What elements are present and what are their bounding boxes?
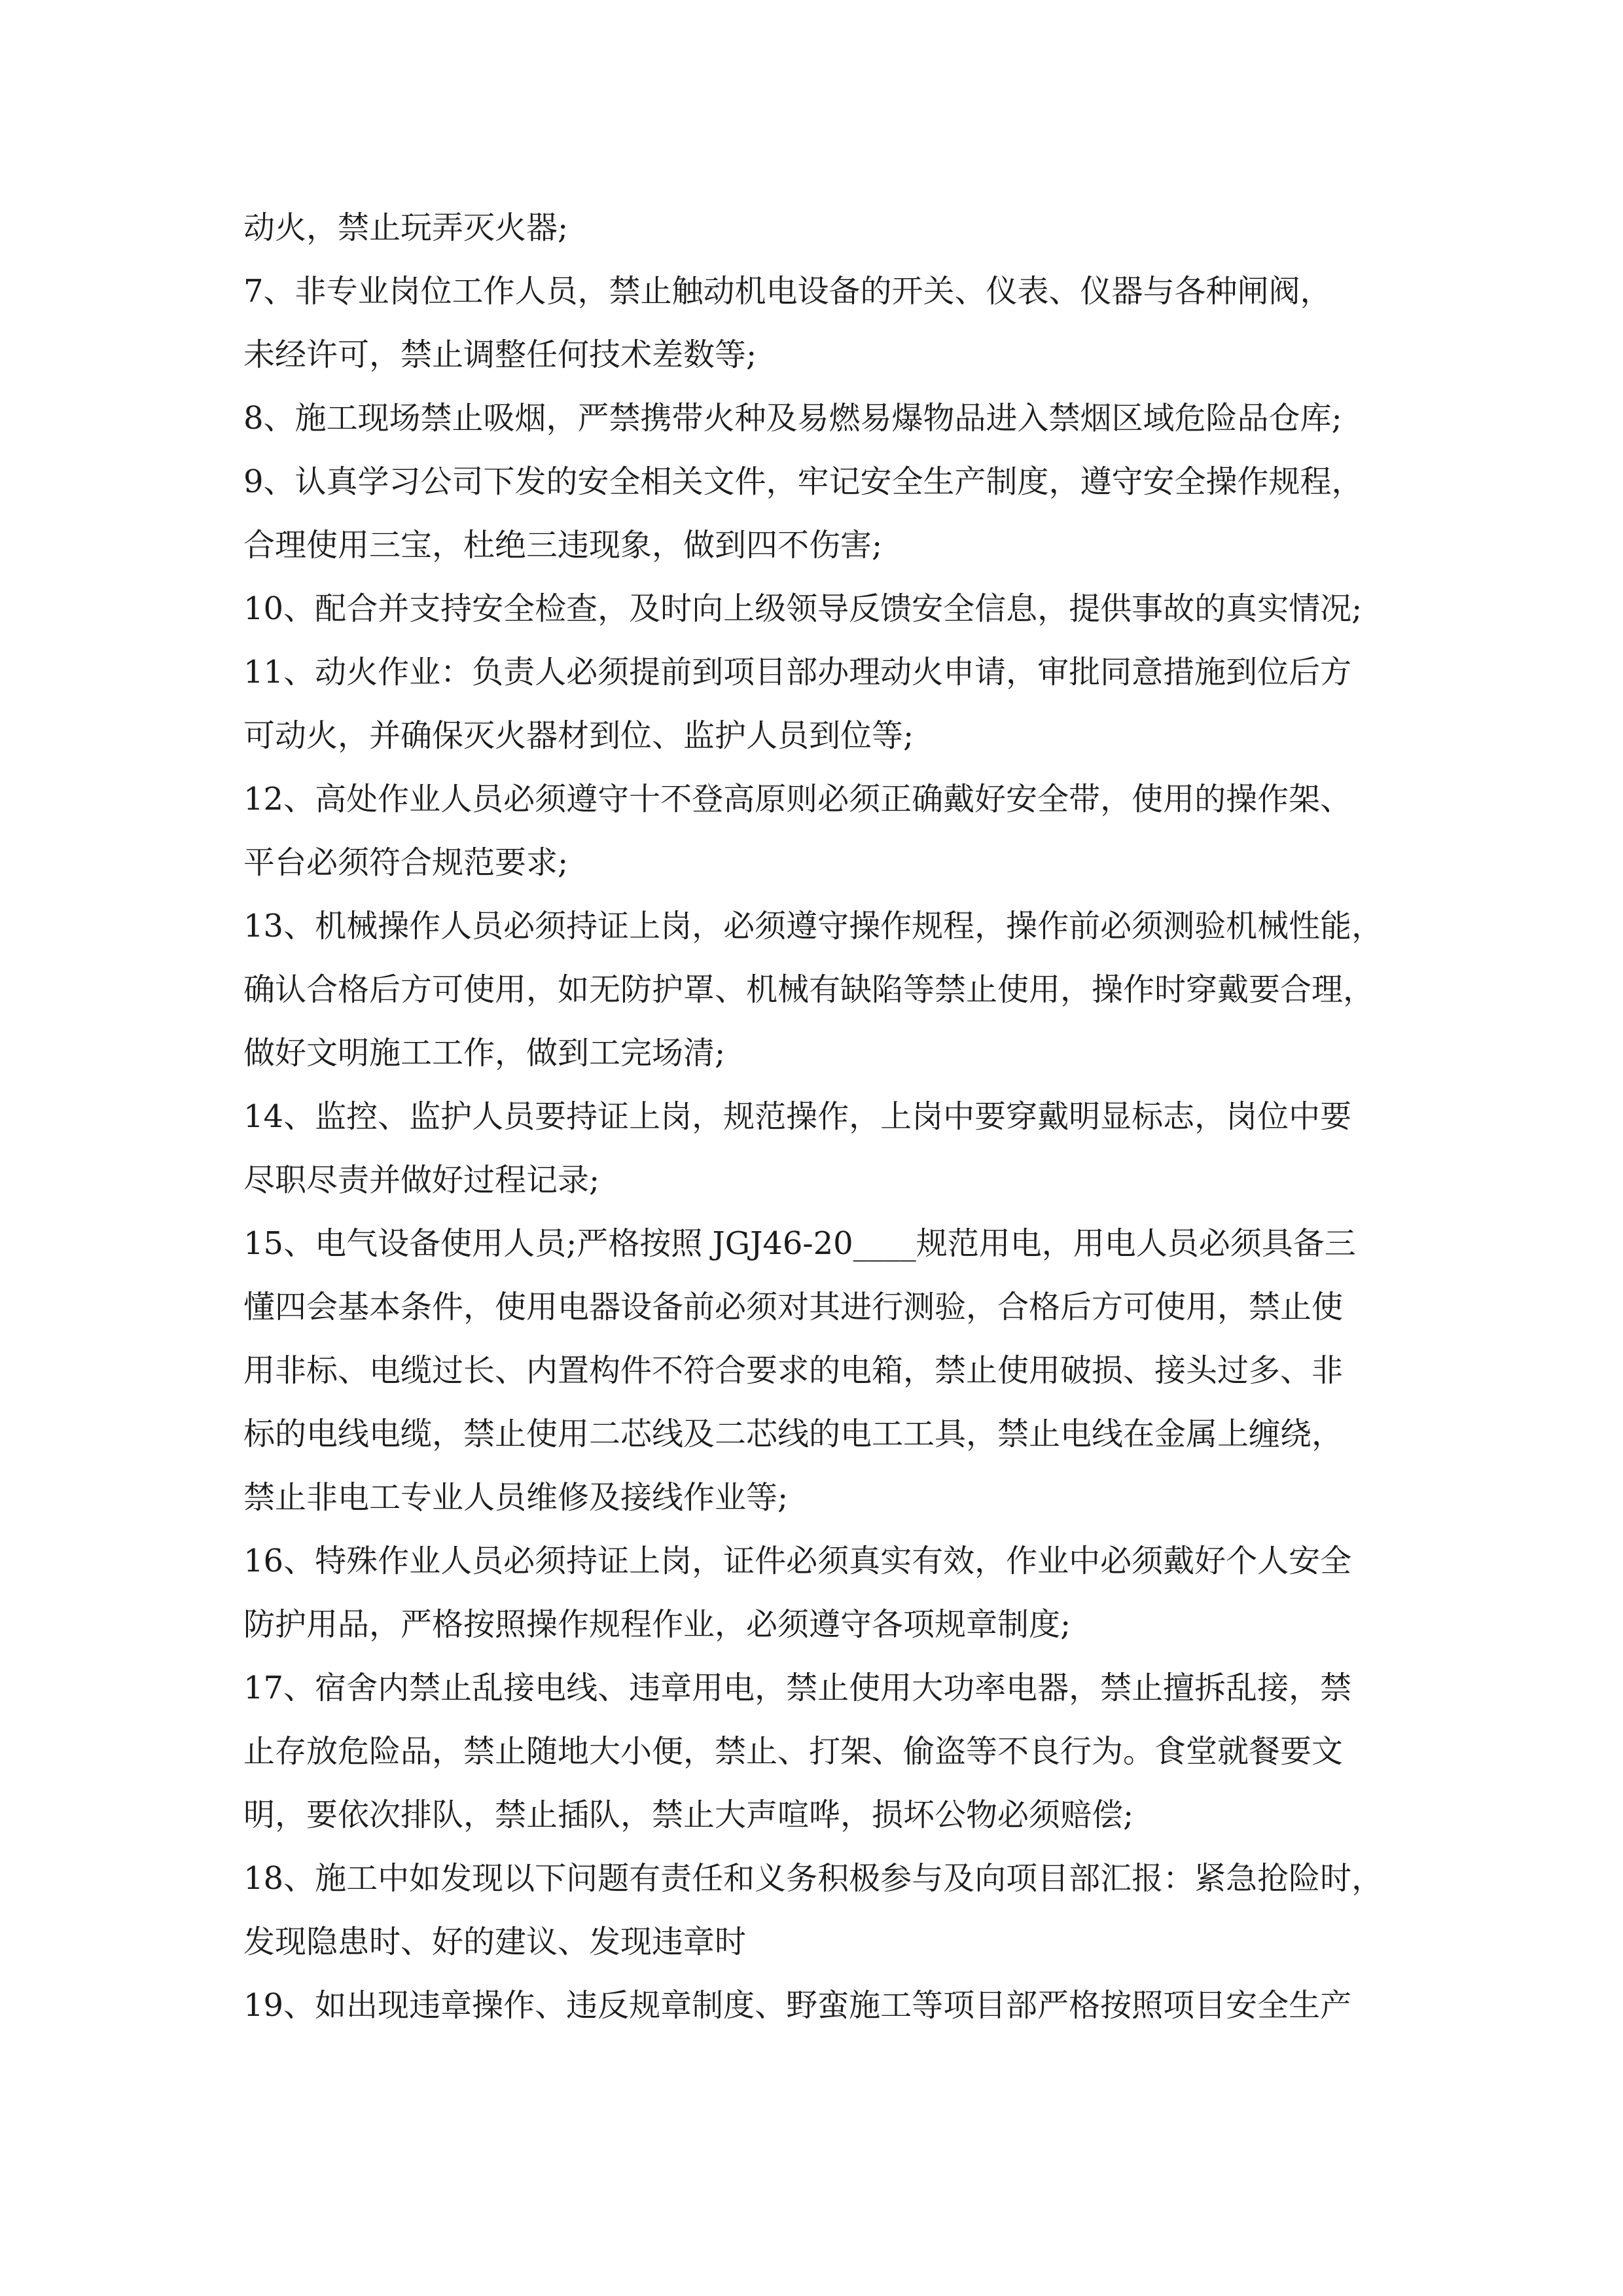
text-line: 13、机械操作人员必须持证上岗，必须遵守操作规程，操作前必须测验机械性能， xyxy=(243,908,1383,944)
text-line: 可动火，并确保灭火器材到位、监护人员到位等; xyxy=(243,717,914,754)
text-line: 做好文明施工工作，做到工完场清; xyxy=(243,1035,726,1071)
text-line: 8、施工现场禁止吸烟，严禁携带火种及易燃易爆物品进入禁烟区域危险品仓库; xyxy=(243,400,1342,437)
text-line: 7、非专业岗位工作人员，禁止触动机电设备的开关、仪表、仪器与各种闸阀， xyxy=(243,273,1332,310)
text-line: 防护用品，严格按照操作规程作业，必须遵守各项规章制度; xyxy=(243,1606,1071,1643)
text-line: 11、动火作业：负责人必须提前到项目部办理动火申请，审批同意措施到位后方 xyxy=(243,654,1352,691)
text-line: 懂四会基本条件，使用电器设备前必须对其进行测验，合格后方可使用，禁止使 xyxy=(243,1289,1344,1325)
text-line: 禁止非电工专业人员维修及接线作业等; xyxy=(243,1479,789,1516)
text-line: 标的电线电缆，禁止使用二芯线及二芯线的电工工具，禁止电线在金属上缠绕， xyxy=(243,1416,1344,1452)
text-line: 合理使用三宝，杜绝三违现象，做到四不伤害; xyxy=(243,527,883,564)
text-line: 16、特殊作业人员必须持证上岗，证件必须真实有效，作业中必须戴好个人安全 xyxy=(243,1543,1352,1579)
document-body xyxy=(243,196,1395,2037)
text-line: 确认合格后方可使用，如无防护罩、机械有缺陷等禁止使用，操作时穿戴要合理， xyxy=(243,971,1375,1008)
text-line: 10、配合并支持安全检查，及时向上级领导反馈安全信息，提供事故的真实情况; xyxy=(243,590,1363,627)
text-line: 平台必须符合规范要求; xyxy=(243,844,569,881)
text-line: 动火，禁止玩弄灭火器; xyxy=(243,209,569,246)
text-line: 发现隐患时、好的建议、发现违章时 xyxy=(243,1924,747,1960)
text-line: 12、高处作业人员必须遵守十不登高原则必须正确戴好安全带，使用的操作架、 xyxy=(243,781,1352,817)
text-line: 止存放危险品，禁止随地大小便，禁止、打架、偷盗等不良行为。食堂就餐要文 xyxy=(243,1733,1344,1770)
text-line: 9、认真学习公司下发的安全相关文件，牢记安全生产制度，遵守安全操作规程， xyxy=(243,463,1363,500)
text-line: 尽职尽责并做好过程记录; xyxy=(243,1162,600,1198)
text-line: 19、如出现违章操作、违反规章制度、野蛮施工等项目部严格按照项目安全生产 xyxy=(243,1987,1352,2024)
text-line: 14、监控、监护人员要持证上岗，规范操作，上岗中要穿戴明显标志，岗位中要 xyxy=(243,1098,1352,1135)
text-line: 明，要依次排队，禁止插队，禁止大声喧哗，损坏公物必须赔偿; xyxy=(243,1797,1134,1833)
text-line: 用非标、电缆过长、内置构件不符合要求的电箱，禁止使用破损、接头过多、非 xyxy=(243,1352,1344,1389)
text-line: 17、宿舍内禁止乱接电线、违章用电，禁止使用大功率电器，禁止擅拆乱接，禁 xyxy=(243,1670,1352,1706)
text-line: 18、施工中如发现以下问题有责任和义务积极参与及向项目部汇报：紧急抢险时， xyxy=(243,1860,1383,1897)
text-line: 15、电气设备使用人员;严格按照 JGJ46-20____规范用电，用电人员必须具备三 xyxy=(243,1225,1356,1262)
text-line: 未经许可，禁止调整任何技术差数等; xyxy=(243,336,757,373)
